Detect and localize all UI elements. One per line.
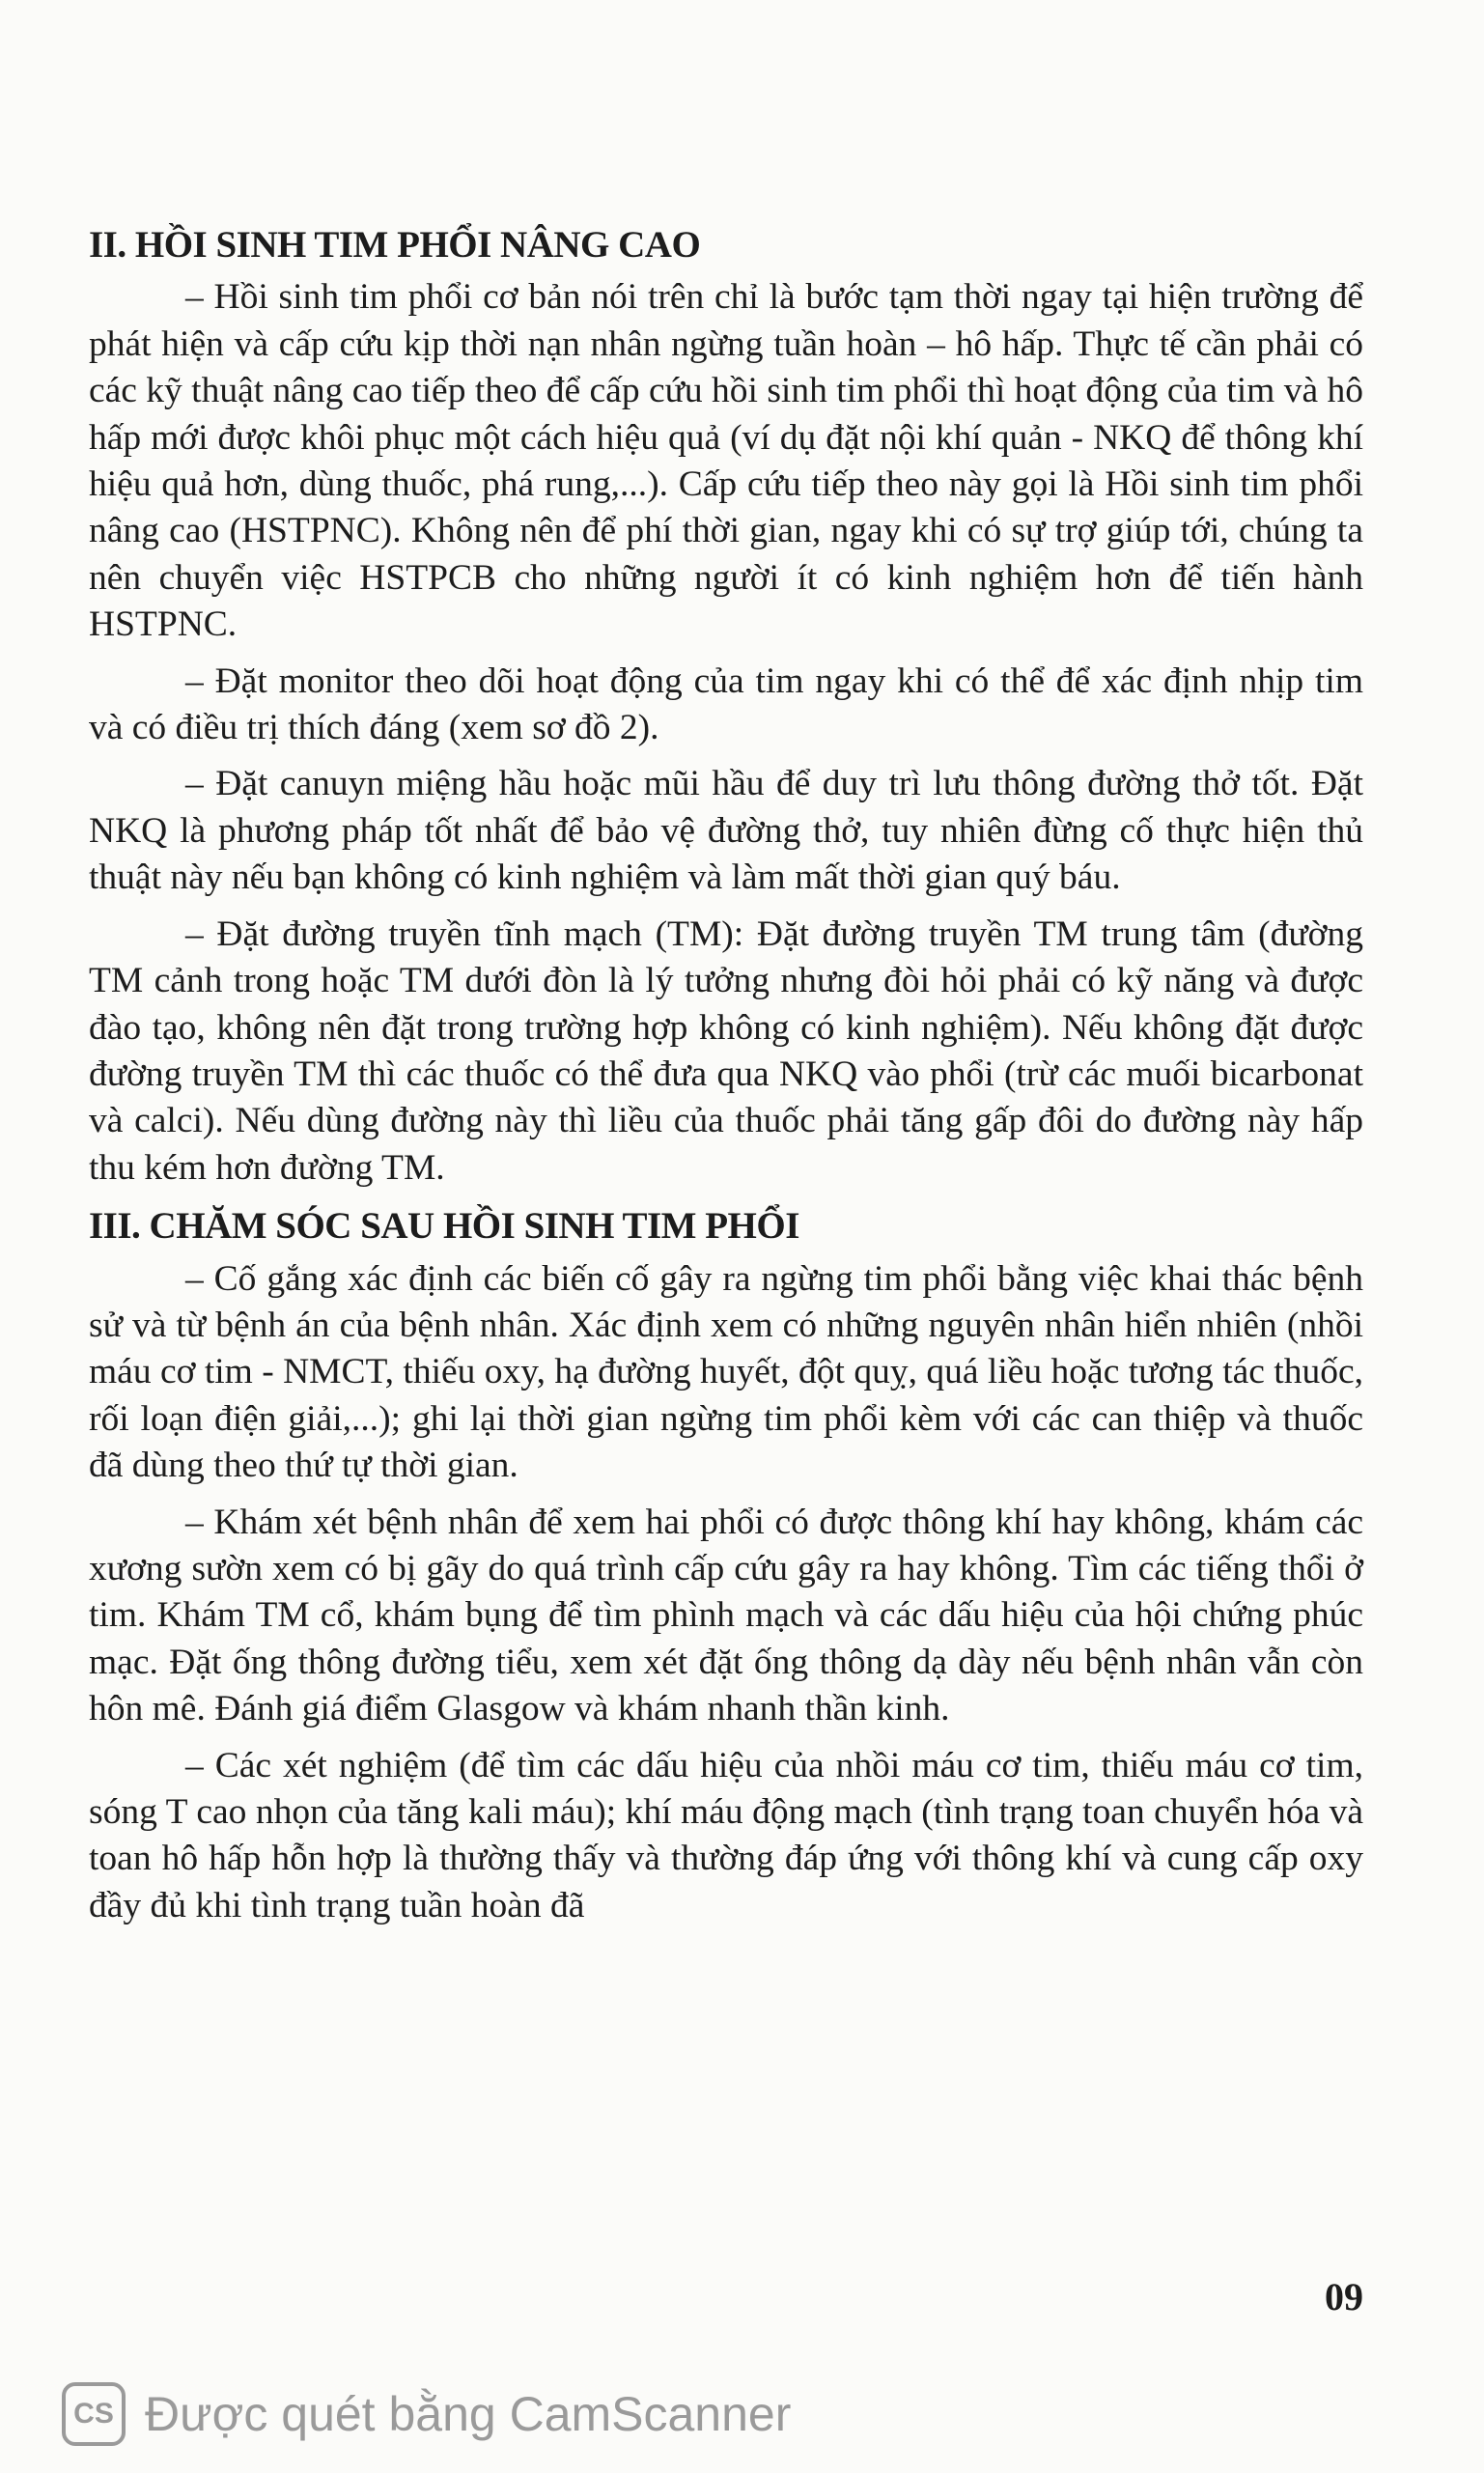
paragraph: – Đặt canuyn miệng hầu hoặc mũi hầu để duy trì lưu thông đường thở tốt. Đặt NKQ là phương pháp tốt nhất để bảo vệ đường thở, tuy nhiên đừng cố thực hiện thủ thuật này nếu bạn không có kinh nghiệm và làm mất thời gian quý báu. xyxy=(89,764,1363,898)
paragraph: – Khám xét bệnh nhân để xem hai phổi có được thông khí hay không, khám các xương sườn xem có bị gãy do quá trình cấp cứu gây ra hay không. Tìm các tiếng thổi ở tim. Khám TM cổ, khám bụng để tìm phình mạch và các dấu hiệu của hội chứng phúc mạc. Đặt ống thông đường tiểu, xem xét đặt ống thông dạ dày nếu bệnh nhân vẫn còn hôn mê. Đánh giá điểm Glasgow và khám nhanh thần kinh. xyxy=(89,1502,1363,1729)
camscanner-watermark xyxy=(62,2380,791,2448)
paragraph: – Đặt monitor theo dõi hoạt động của tim ngay khi có thể để xác định nhịp tim và có điều trị thích đáng (xem sơ đồ 2). xyxy=(89,660,1363,748)
paragraph: – Hồi sinh tim phổi cơ bản nói trên chỉ là bước tạm thời ngay tại hiện trường để phát hiện và cấp cứu kịp thời nạn nhân ngừng tuần hoàn – hô hấp. Thực tế cần phải có các kỹ thuật nâng cao tiếp theo để cấp cứu hồi sinh tim phổi thì hoạt động của tim và hô hấp mới được khôi phục một cách hiệu quả (ví dụ đặt nội khí quản - NKQ để thông khí hiệu quả hơn, dùng thuốc, phá rung,...). Cấp cứu tiếp theo này gọi là Hồi sinh tim phổi nâng cao (HSTPNC). Không nên để phí thời gian, ngay khi có sự trợ giúp tới, chúng ta nên chuyển việc HSTPCB cho những người ít có kinh nghiệm hơn để tiến hành HSTPNC. xyxy=(89,277,1363,645)
paragraph: – Các xét nghiệm (để tìm các dấu hiệu của nhồi máu cơ tim, thiếu máu cơ tim, sóng T cao nhọn của tăng kali máu); khí máu động mạch (tình trạng toan chuyển hóa và toan hô hấp hỗn hợp là thường thấy và thường đáp ứng với thông khí và cung cấp oxy đầy đủ khi tình trạng tuần hoàn đã xyxy=(89,1745,1363,1925)
section-advanced-cpr xyxy=(89,222,1363,1192)
section-heading: III. CHĂM SÓC SAU HỒI SINH TIM PHỔI xyxy=(89,1205,799,1248)
page-number: 09 xyxy=(1325,2275,1363,2318)
camscanner-logo-icon: CS xyxy=(62,2382,126,2446)
section-heading: II. HỒI SINH TIM PHỔI NÂNG CAO xyxy=(89,224,701,266)
section-post-resuscitation-care xyxy=(89,1203,1363,1929)
watermark-text: Được quét bằng CamScanner xyxy=(145,2387,792,2441)
paragraph: – Cố gắng xác định các biến cố gây ra ngừng tim phổi bằng việc khai thác bệnh sử và từ bệnh án của bệnh nhân. Xác định xem có những nguyên nhân hiển nhiên (nhồi máu cơ tim - NMCT, thiếu oxy, hạ đường huyết, đột quỵ, quá liều hoặc tương tác thuốc, rối loạn điện giải,...); ghi lại thời gian ngừng tim phổi kèm với các can thiệp và thuốc đã dùng theo thứ tự thời gian. xyxy=(89,1258,1363,1486)
paragraph: – Đặt đường truyền tĩnh mạch (TM): Đặt đường truyền TM trung tâm (đường TM cảnh trong hoặc TM dưới đòn là lý tưởng nhưng đòi hỏi phải có kỹ năng và được đào tạo, không nên đặt trong trường hợp không có kinh nghiệm). Nếu không đặt được đường truyền TM thì các thuốc có thể đưa qua NKQ vào phổi (trừ các muối bicarbonat và calci). Nếu dùng đường này thì liều của thuốc phải tăng gấp đôi do đường này hấp thu kém hơn đường TM. xyxy=(89,913,1363,1188)
page-content xyxy=(89,222,1363,1939)
